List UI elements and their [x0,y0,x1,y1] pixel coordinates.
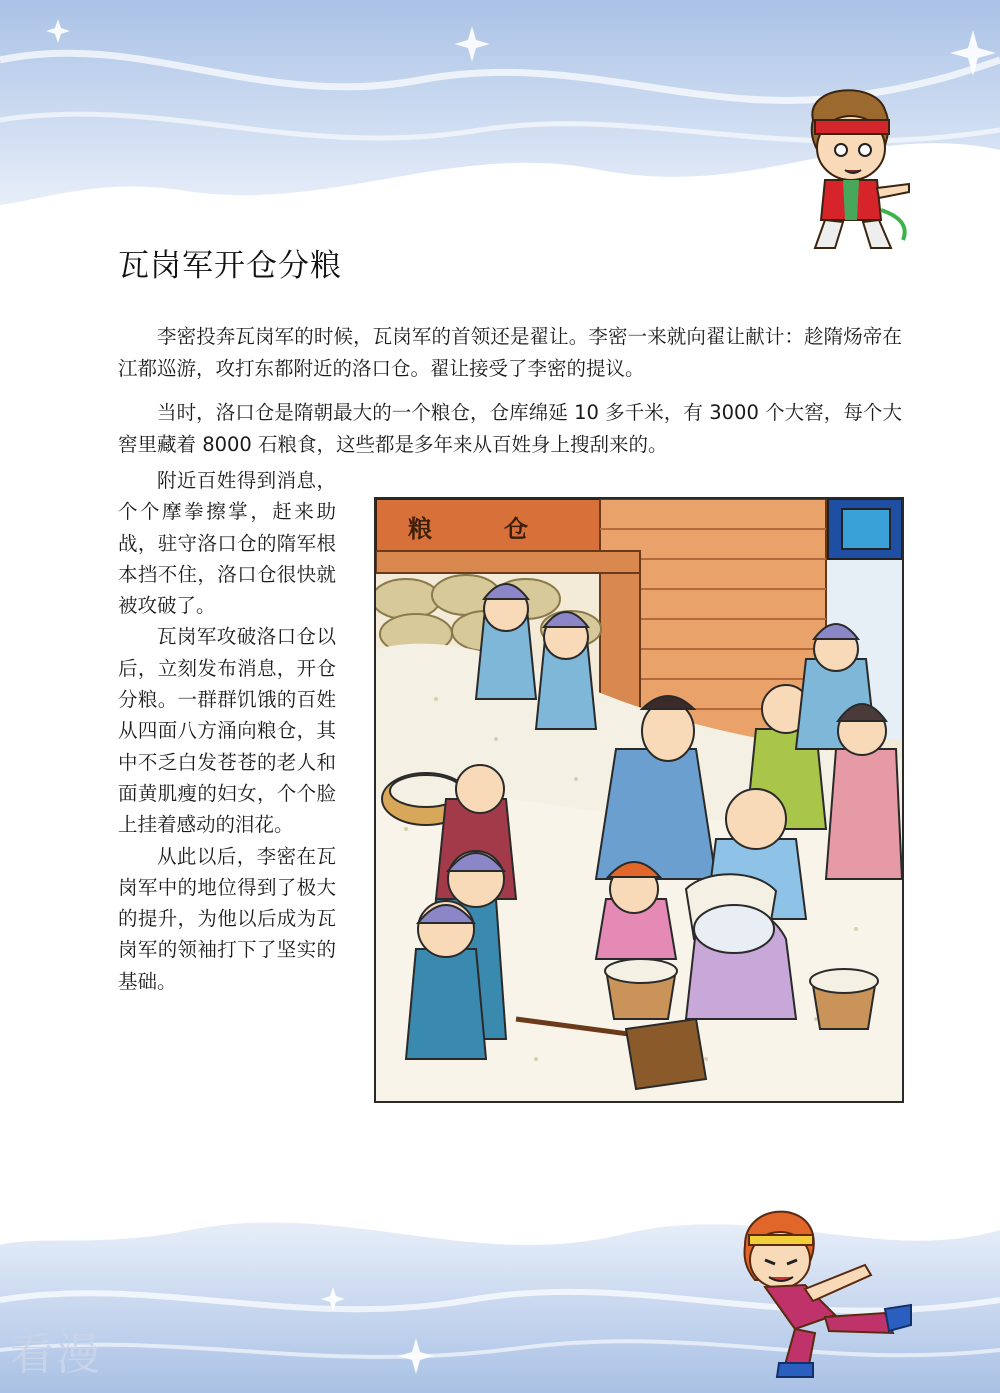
page-title: 瓦岗军开仓分粮 [118,248,342,284]
side-column-text [118,465,336,997]
granary-illustration [374,497,904,1103]
paragraph-1: 李密投奔瓦岗军的时候，瓦岗军的首领还是翟让。李密一来就向翟让献计：趁隋炀帝在江都巡游，攻打东都附近的洛口仓。翟让接受了李密的提议。 [118,325,902,380]
granary-sign: 粮仓 [408,514,600,543]
girl-kicking-character [725,1205,915,1380]
column-paragraph-3: 从此以后，李密在瓦岗军中的地位得到了极大的提升，为他以后成为瓦岗军的领袖打下了坚实的基础。 [118,844,336,993]
paragraph-2: 当时，洛口仓是隋朝最大的一个粮仓，仓库绵延 10 多千米，有 3000 个大窖，每个大窖里藏着 8000 石粮食，这些都是多年来从百姓身上搜刮来的。 [118,401,902,456]
watermark: 看漫 [10,1329,102,1380]
column-paragraph-1: 附近百姓得到消息，个个摩拳擦掌，赶来助战，驻守洛口仓的隋军根本挡不住，洛口仓很快就被攻破了。 [118,469,336,618]
granary-scene [376,499,902,1101]
warrior-headband-character [785,80,915,255]
column-paragraph-2: 瓦岗军攻破洛口仓以后，立刻发布消息，开仓分粮。一群群饥饿的百姓从四面八方涌向粮仓，其中不乏白发苍苍的老人和面黄肌瘦的妇女，个个脸上挂着感动的泪花。 [118,625,336,837]
